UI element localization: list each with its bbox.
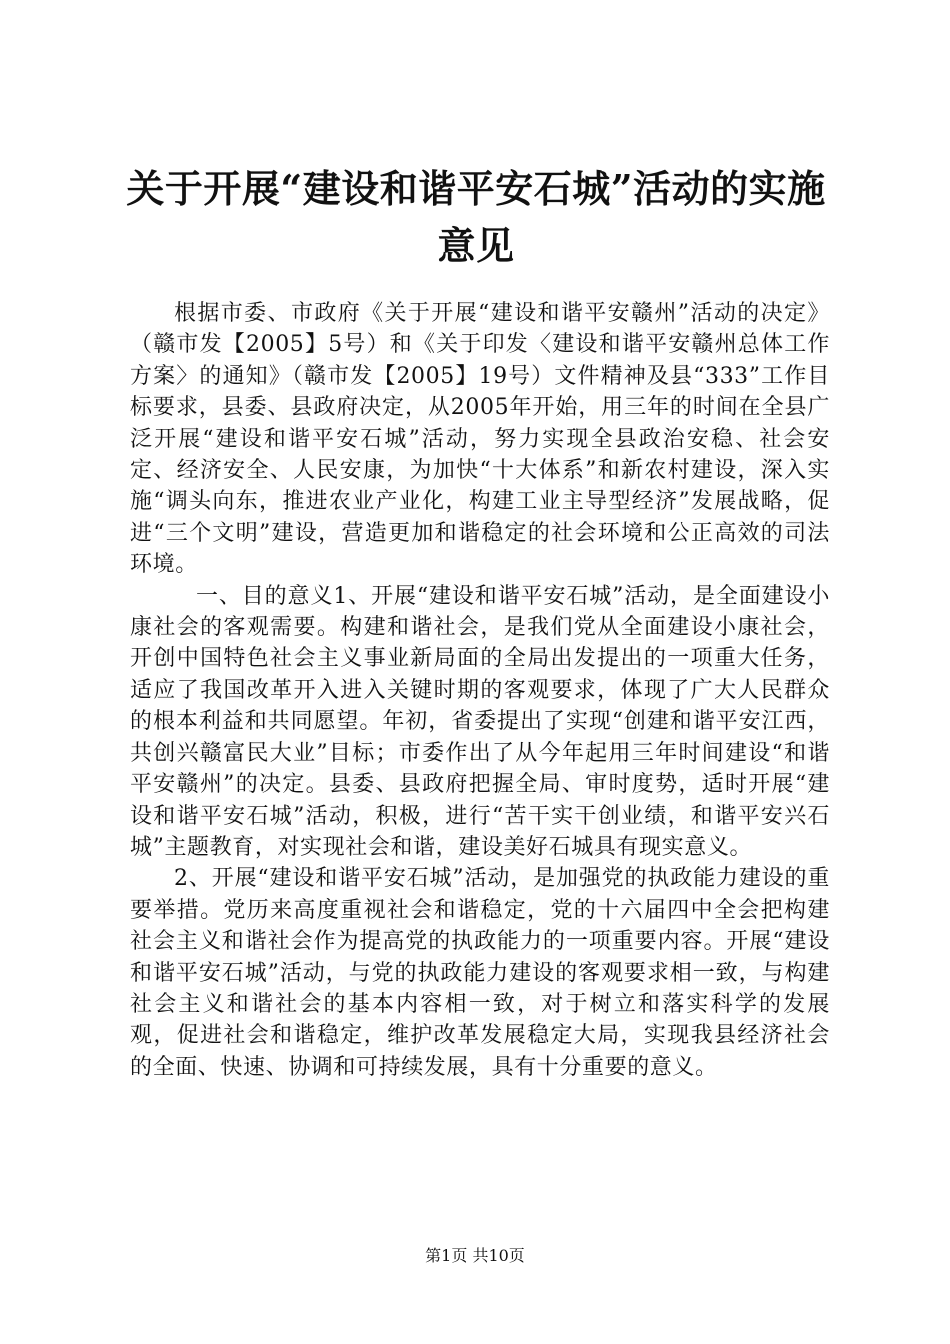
paragraph-purpose-2: 2、开展“建设和谐平安石城”活动，是加强党的执政能力建设的重要举措。党历来高度重视社会和谐稳定，党的十六届四中全会把构建社会主义和谐社会作为提高党的执政能力的一项重要内容。开展“建设和谐平安石城”活动，与党的执政能力建设的客观要求相一致，与构建社会主义和谐社会的基本内容相一致，对于树立和落实科学的发展观，促进社会和谐稳定，维护改革发展稳定大局，实现我县经济社会的全面、快速、协调和可持续发展，具有十分重要的意义。: [130, 866, 830, 1080]
paragraph-intro: 根据市委、市政府《关于开展“建设和谐平安赣州”活动的决定》（赣市发【2005】5号）和《关于印发〈建设和谐平安赣州总体工作方案〉的通知》（赣市发【2005】19号）文件精神及县“333”工作目标要求，县委、县政府决定，从2005年开始，用三年的时间在全县广泛开展“建设和谐平安石城”活动，努力实现全县政治安稳、社会安定、经济安全、人民安康，为加快“十大体系”和新农村建设，深入实施“调头向东，推进农业产业化，构建工业主导型经济”发展战略，促进“三个文明”建设，营造更加和谐稳定的社会环境和公正高效的司法环境。: [130, 301, 830, 578]
document-body: [130, 298, 830, 1083]
paragraph-purpose-1: 一、目的意义1、开展“建设和谐平安石城”活动，是全面建设小康社会的客观需要。构建和谐社会，是我们党从全面建设小康社会，开创中国特色社会主义事业新局面的全局出发提出的一项重大任务，适应了我国改革开入进入关键时期的客观要求，体现了广大人民群众的根本利益和共同愿望。年初，省委提出了实现“创建和谐平安江西，共创兴赣富民大业”目标；市委作出了从今年起用三年时间建设“和谐平安赣州”的决定。县委、县政府把握全局、审时度势，适时开展“建设和谐平安石城”活动，积极，进行“苦干实干创业绩，和谐平安兴石城”主题教育，对实现社会和谐，建设美好石城具有现实意义。: [130, 583, 830, 860]
page-number: 第1页 共10页: [425, 1246, 525, 1265]
document-title: 关于开展“建设和谐平安石城”活动的实施意见: [126, 166, 826, 268]
